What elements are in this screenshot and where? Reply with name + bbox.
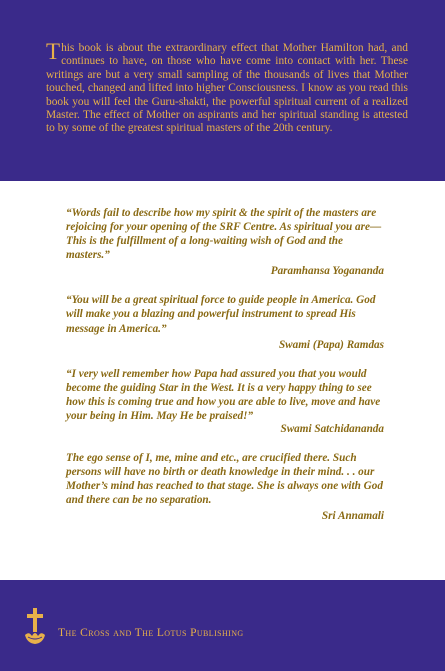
quote-ramdas <box>66 293 384 351</box>
bottom-band <box>0 580 445 671</box>
quote-text: “I very well remember how Papa had assured you that you would become the guiding Star in the West. It is a very happy thing to see how this is coming true and how you are able to live, move and have your being in Him. May He be praised!” <box>66 367 381 422</box>
quote-satchidananda <box>66 367 384 436</box>
intro-dropcap: T <box>46 39 61 64</box>
intro-text: his book is about the extraordinary effect that Mother Hamilton had, and continues to have, on those who have come into contact with her. These writings are but a very small sampling of the thousands of lives that Mother touched, changed and lifted into higher Consciousness. I know as you read this book you will feel the Guru-shakti, the powerful spiritual current of a realized Master. The effect of Mother on aspirants and her spiritual standing is attested to by some of the greatest spiritual masters of the 20th century. <box>46 42 408 135</box>
quote-author: Swami Satchidananda <box>280 423 384 436</box>
quote-yogananda <box>66 206 384 278</box>
quote-author: Paramhansa Yogananda <box>270 265 384 278</box>
quote-text: “You will be a great spiritual force to guide people in America. God will make you a blazing and powerful instrument to spread His message in America.” <box>66 294 376 335</box>
quote-annamali <box>66 451 384 523</box>
quote-text: “Words fail to describe how my spirit & the spirit of the masters are rejoicing for your opening of the SRF Centre. As spiritual you are—This is the fulfillment of a long-waiting wish of God and the masters.” <box>66 207 382 262</box>
intro-paragraph <box>46 39 408 136</box>
quote-text: The ego sense of I, me, mine and etc., are crucified there. Such persons will have no birth or death knowledge in their mind. . . our Mother’s mind has reached to that stage. She is always one with God and there can be no separation. <box>66 452 383 507</box>
publisher-name: The Cross and The Lotus Publishing <box>58 627 244 639</box>
quote-author: Sri Annamali <box>321 510 384 523</box>
cross-lotus-logo-icon <box>22 607 48 647</box>
quote-author: Swami (Papa) Ramdas <box>278 338 384 351</box>
quotes-section <box>66 206 384 538</box>
